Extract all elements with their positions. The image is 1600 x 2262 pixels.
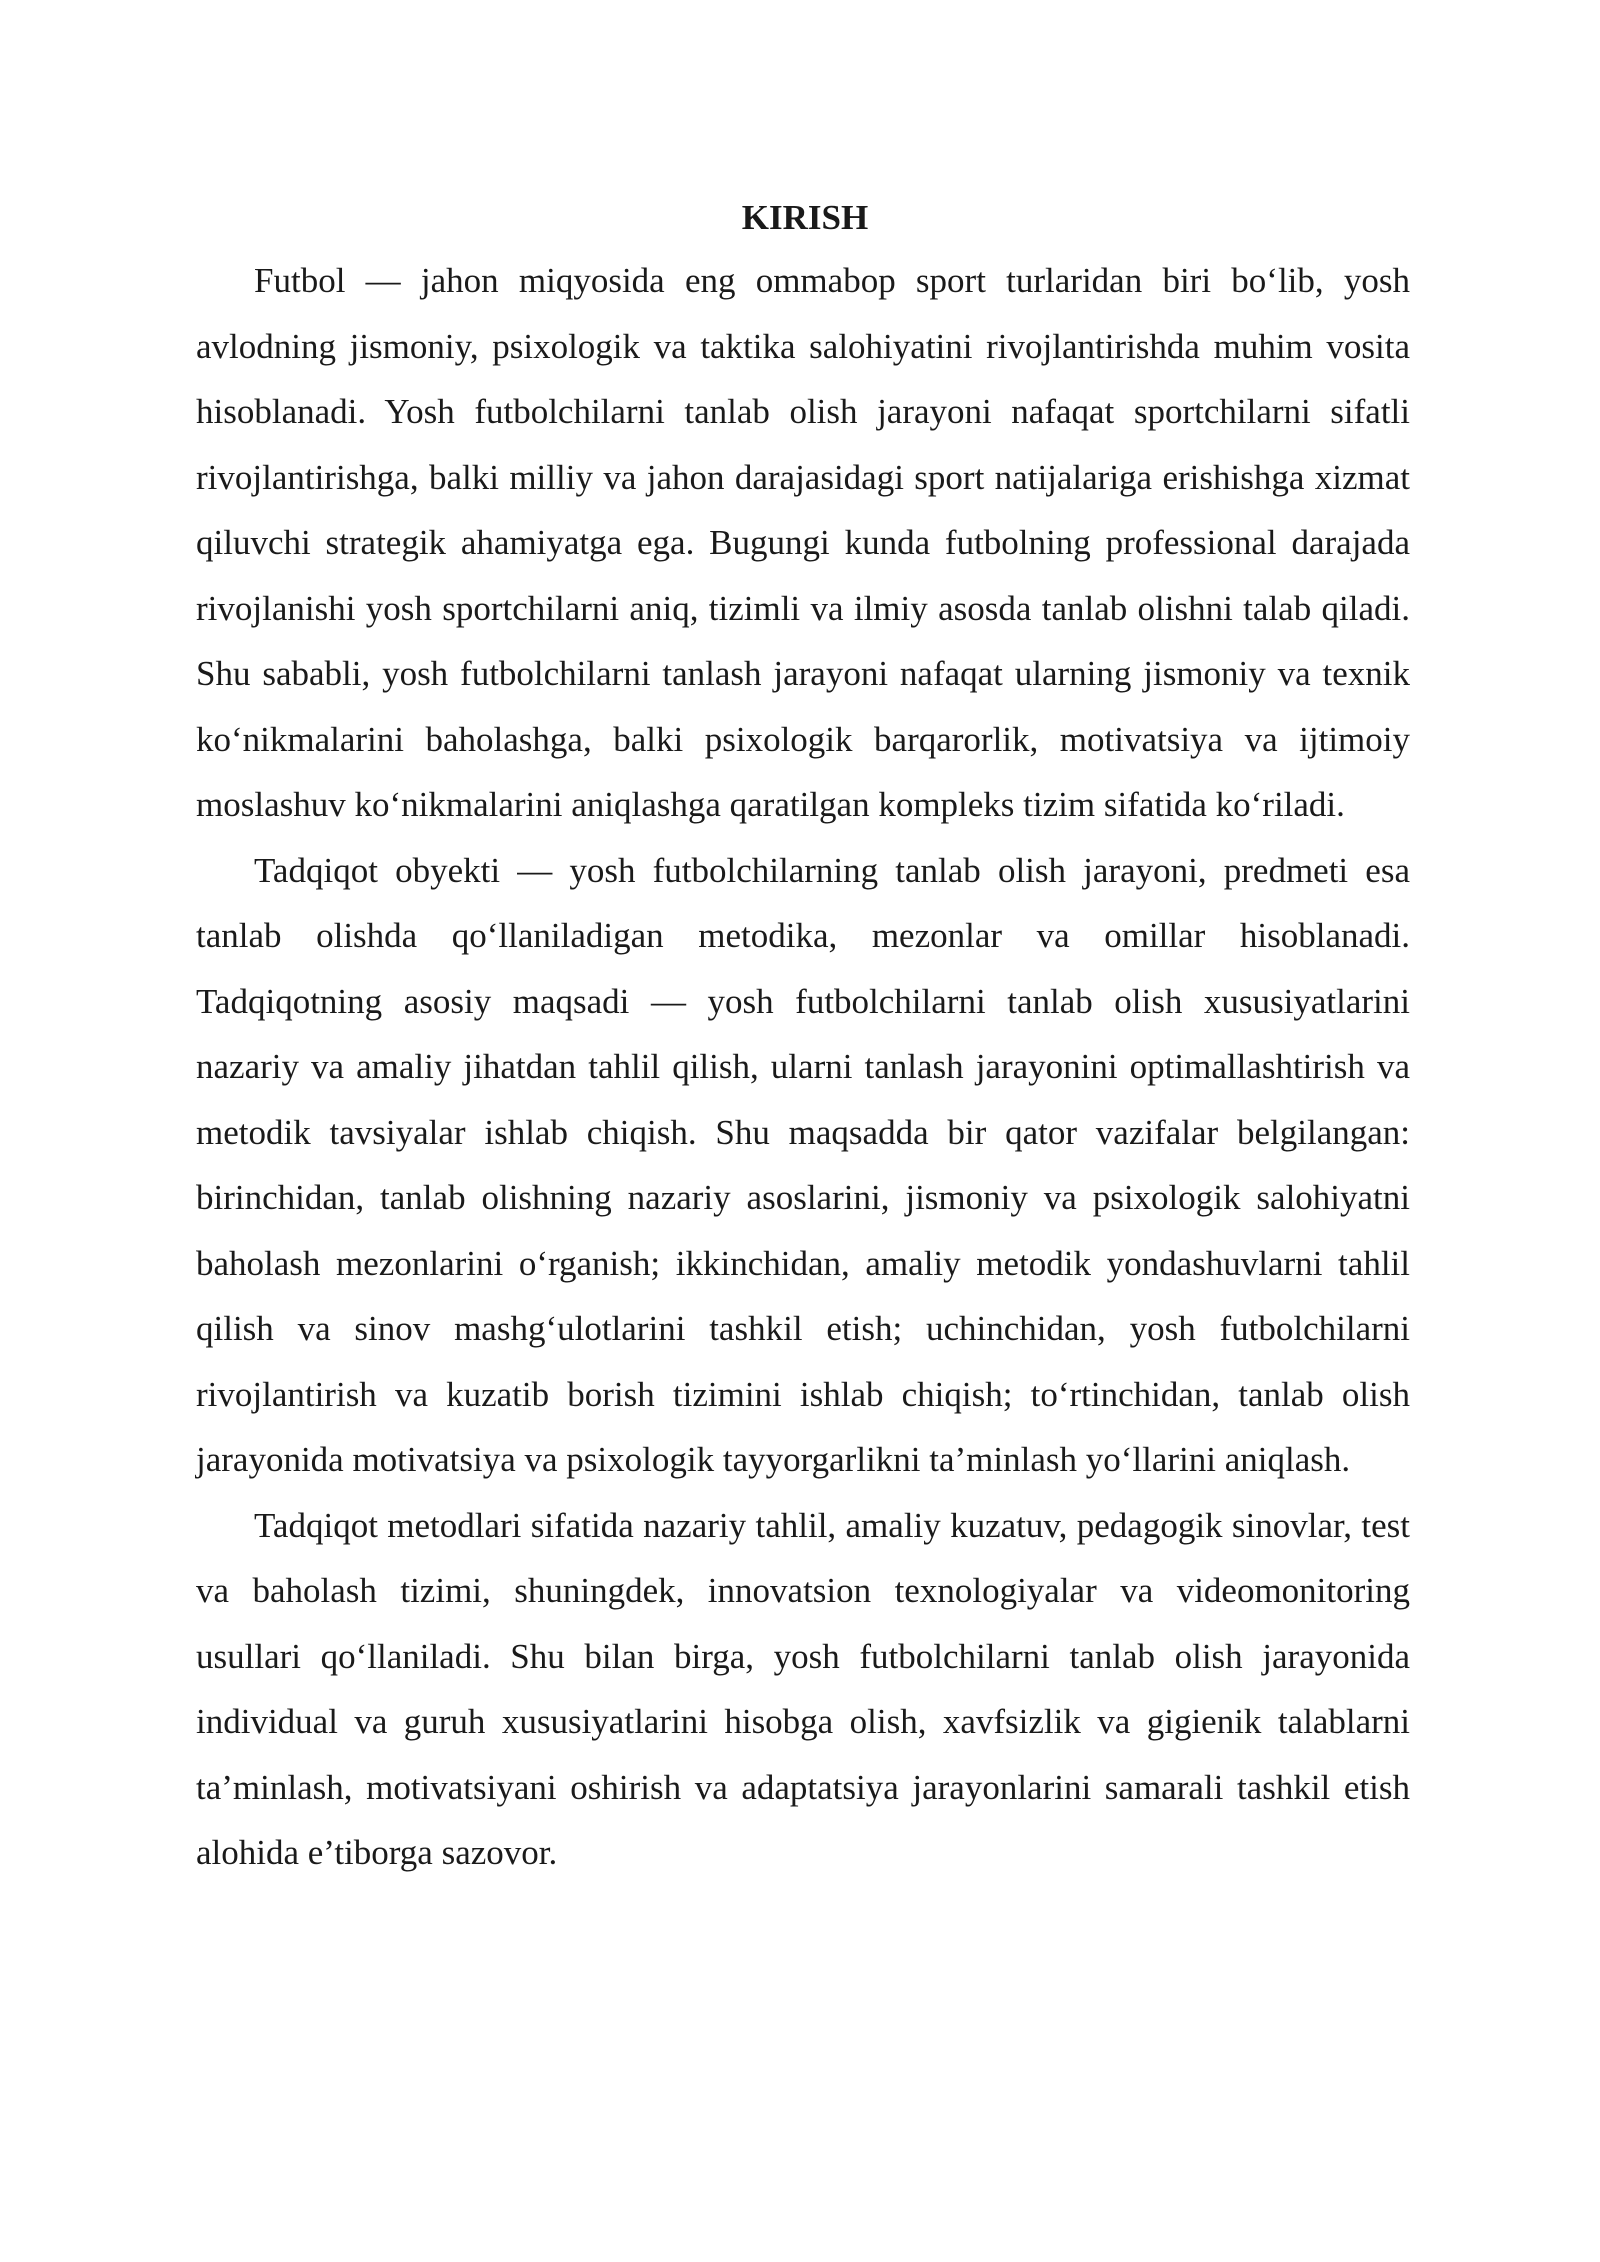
document-body [196, 190, 1410, 1886]
paragraph-methods: Tadqiqot metodlari sifatida nazariy tahlil, amaliy kuzatuv, pedagogik sinovlar, test va baholash tizimi, shuningdek, innovatsion texnologiyalar va videomonitoring usullari qo‘llaniladi. Shu bilan birga, yosh futbolchilarni tanlab olish jarayonida individual va guruh xususiyatlarini hisobga olish, xavfsizlik va gigienik talablarni ta’minlash, motivatsiyani oshirish va adaptatsiya jarayonlarini samarali tashkil etish alohida e’tiborga sazovor. [196, 1505, 1410, 1872]
paragraph-introduction: Futbol — jahon miqyosida eng ommabop sport turlaridan biri bo‘lib, yosh avlodning jismoniy, psixologik va taktika salohiyatini rivojlantirishda muhim vosita hisoblanadi. Yosh futbolchilarni tanlab olish jarayoni nafaqat sportchilarni sifatli rivojlantirishga, balki milliy va jahon darajasidagi sport natijalariga erishishga xizmat qiluvchi strategik ahamiyatga ega. Bugungi kunda futbolning professional darajada rivojlanishi yosh sportchilarni aniq, tizimli va ilmiy asosda tanlab olishni talab qiladi. Shu sababli, yosh futbolchilarni tanlash jarayoni nafaqat ularning jismoniy va texnik ko‘nikmalarini baholashga, balki psixologik barqarorlik, motivatsiya va ijtimoiy moslashuv ko‘nikmalarini aniqlashga qaratilgan kompleks tizim sifatida ko‘riladi. [196, 261, 1410, 824]
paragraph-object-and-goals: Tadqiqot obyekti — yosh futbolchilarning tanlab olish jarayoni, predmeti esa tanlab olishda qo‘llaniladigan metodika, mezonlar va omillar hisoblanadi. Tadqiqotning asosiy maqsadi — yosh futbolchilarni tanlab olish xususiyatlarini nazariy va amaliy jihatdan tahlil qilish, ularni tanlash jarayonini optimallashtirish va metodik tavsiyalar ishlab chiqish. Shu maqsadda bir qator vazifalar belgilangan: birinchidan, tanlab olishning nazariy asoslarini, jismoniy va psixologik salohiyatni baholash mezonlarini o‘rganish; ikkinchidan, amaliy metodik yondashuvlarni tahlil qilish va sinov mashg‘ulotlarini tashkil etish; uchinchidan, yosh futbolchilarni rivojlantirish va kuzatib borish tizimini ishlab chiqish; to‘rtinchidan, tanlab olish jarayonida motivatsiya va psixologik tayyorgarlikni ta’minlash yo‘llarini aniqlash. [196, 850, 1410, 1479]
section-title: KIRISH [741, 198, 869, 237]
